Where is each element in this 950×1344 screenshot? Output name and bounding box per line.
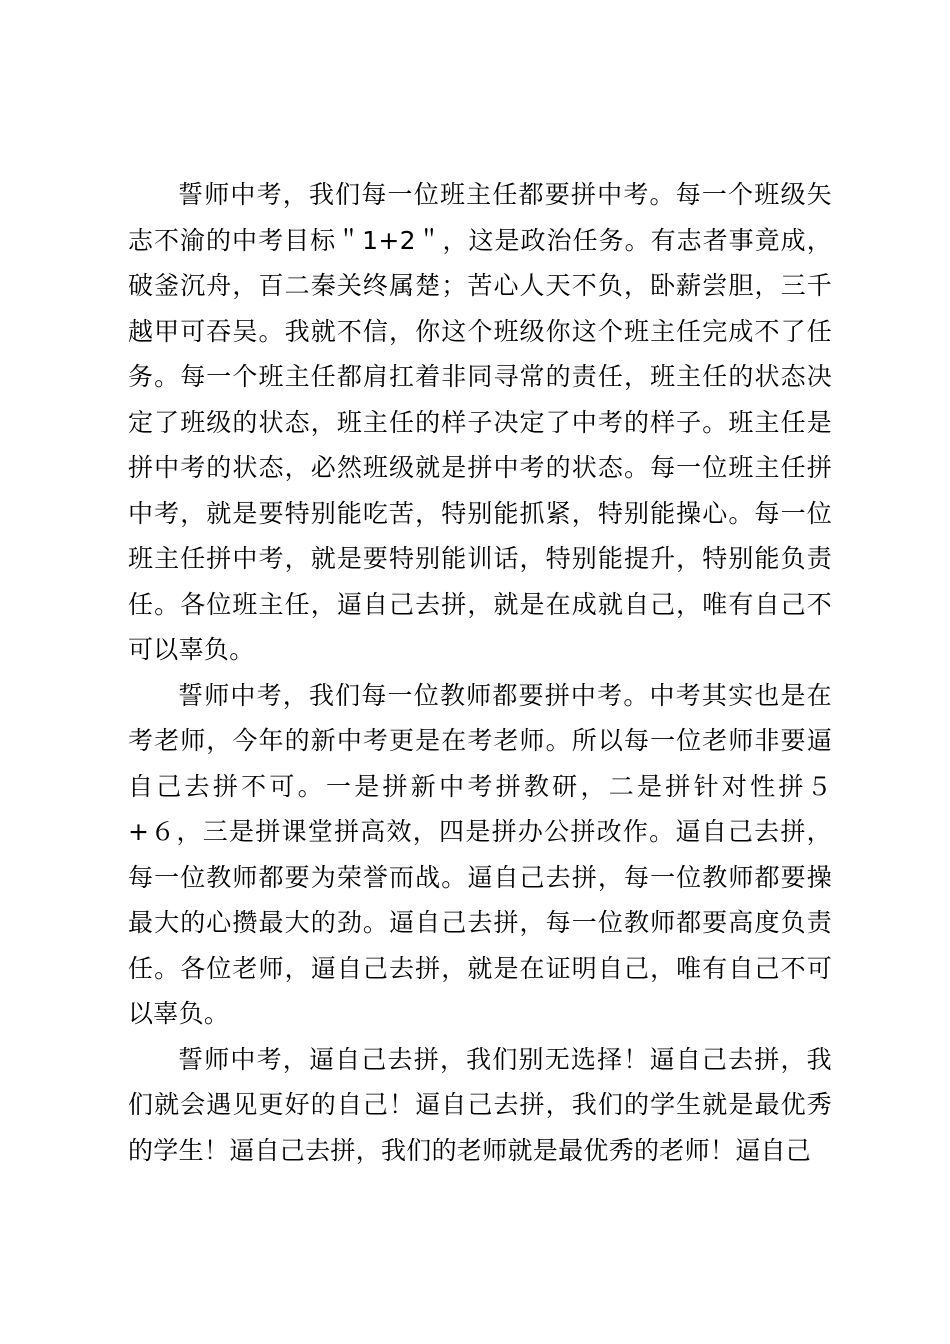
paragraph-head-teachers: 誓师中考，我们每一位班主任都要拼中考。每一个班级矢志不渝的中考目标＂1+2＂，这是政治任务。有志者事竟成，破釜沉舟，百二秦关终属楚；苦心人天不负，卧薪尝胆，三千越甲可吞吴。我就不信，你这个班级你这个班主任完成不了任务。每一个班主任都肩扛着非同寻常的责任，班主任的状态决定了班级的状态，班主任的样子决定了中考的样子。班主任是拼中考的状态，必然班级就是拼中考的状态。每一位班主任拼中考，就是要特别能吃苦，特别能抓紧，特别能操心。每一位班主任拼中考，就是要特别能训话，特别能提升，特别能负责任。各位班主任，逼自己去拼，就是在成就自己，唯有自己不可以辜负。 <box>128 180 832 664</box>
document-page <box>128 172 832 1173</box>
paragraph-conclusion: 誓师中考，逼自己去拼，我们别无选择！逼自己去拼，我们就会遇见更好的自己！逼自己去拼，我们的学生就是最优秀的学生！逼自己去拼，我们的老师就是最优秀的老师！逼自己 <box>128 1044 832 1165</box>
paragraph-teachers: 誓师中考，我们每一位教师都要拼中考。中考其实也是在考老师，今年的新中考更是在考老师。所以每一位老师非要逼自己去拼不可。一是拼新中考拼教研，二是拼针对性拼５+６，三是拼课堂拼高效，四是拼办公拼改作。逼自己去拼，每一位教师都要为荣誉而战。逼自己去拼，每一位教师都要操最大的心攒最大的劲。逼自己去拼，每一位教师都要高度负责任。各位老师，逼自己去拼，就是在证明自己，唯有自己不可以辜负。 <box>128 680 832 1028</box>
